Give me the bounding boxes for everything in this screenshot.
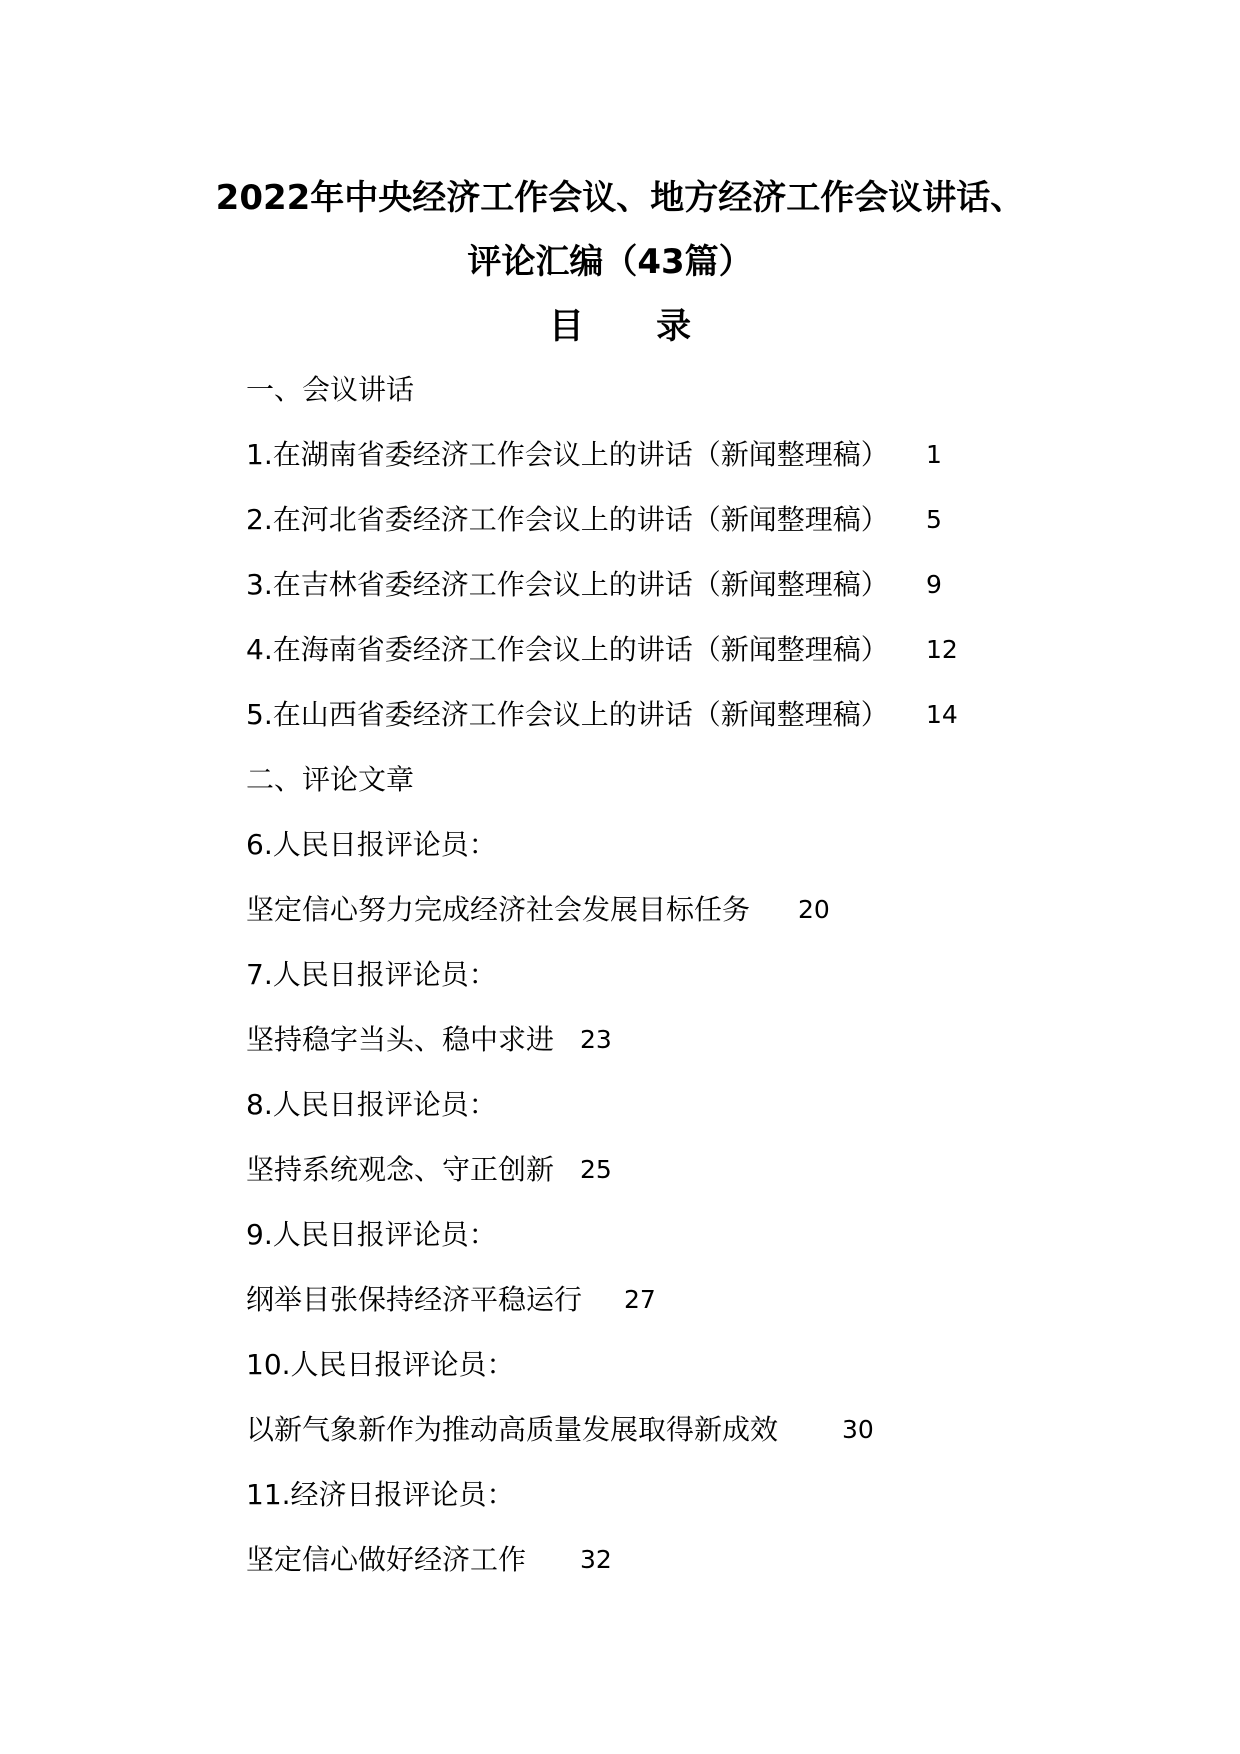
toc-commentary-label: 11.经济日报评论员：: [246, 1478, 515, 1511]
toc-commentary-label: 7.人民日报评论员：: [246, 958, 497, 991]
toc-commentary-title: 坚定信心努力完成经济社会发展目标任务: [246, 893, 751, 926]
toc-commentary-title: 坚持稳字当头、稳中求进: [246, 1023, 555, 1056]
toc-entry-title: 5.在山西省委经济工作会议上的讲话（新闻整理稿）: [246, 698, 889, 731]
toc-entry-title: 3.在吉林省委经济工作会议上的讲话（新闻整理稿）: [246, 568, 889, 601]
toc-entry-page: 14: [926, 700, 958, 729]
toc-entry-title: 4.在海南省委经济工作会议上的讲话（新闻整理稿）: [246, 633, 889, 666]
toc-heading: 目 录: [548, 307, 722, 347]
toc-entry-page: 30: [842, 1415, 874, 1444]
toc-commentary-title: 坚定信心做好经济工作: [246, 1543, 527, 1576]
toc-entry-title: 2.在河北省委经济工作会议上的讲话（新闻整理稿）: [246, 503, 889, 536]
toc-commentary-label: 10.人民日报评论员：: [246, 1348, 515, 1381]
toc-entry-page: 9: [926, 570, 942, 599]
document-title-line-1: 2022年中央经济工作会议、地方经济工作会议讲话、: [215, 178, 1025, 218]
toc-commentary-label: 8.人民日报评论员：: [246, 1088, 497, 1121]
toc-section-heading: 一、会议讲话: [246, 373, 415, 406]
toc-commentary-title: 坚持系统观念、守正创新: [246, 1153, 555, 1186]
toc-entry-page: 25: [580, 1155, 612, 1184]
toc-section-heading: 二、评论文章: [246, 763, 415, 796]
toc-commentary-label: 9.人民日报评论员：: [246, 1218, 497, 1251]
toc-entry-page: 12: [926, 635, 958, 664]
toc-entry-page: 32: [580, 1545, 612, 1574]
toc-entry-page: 1: [926, 440, 942, 469]
toc-entry-page: 27: [624, 1285, 656, 1314]
toc-commentary-title: 以新气象新作为推动高质量发展取得新成效: [246, 1413, 779, 1446]
toc-commentary-title: 纲举目张保持经济平稳运行: [246, 1283, 583, 1316]
toc-entry-title: 1.在湖南省委经济工作会议上的讲话（新闻整理稿）: [246, 438, 889, 471]
toc-entry-page: 23: [580, 1025, 612, 1054]
toc-entry-page: 20: [798, 895, 830, 924]
toc-entry-page: 5: [926, 505, 942, 534]
toc-commentary-label: 6.人民日报评论员：: [246, 828, 497, 861]
document-title-line-2: 评论汇编（43篇）: [467, 242, 753, 282]
